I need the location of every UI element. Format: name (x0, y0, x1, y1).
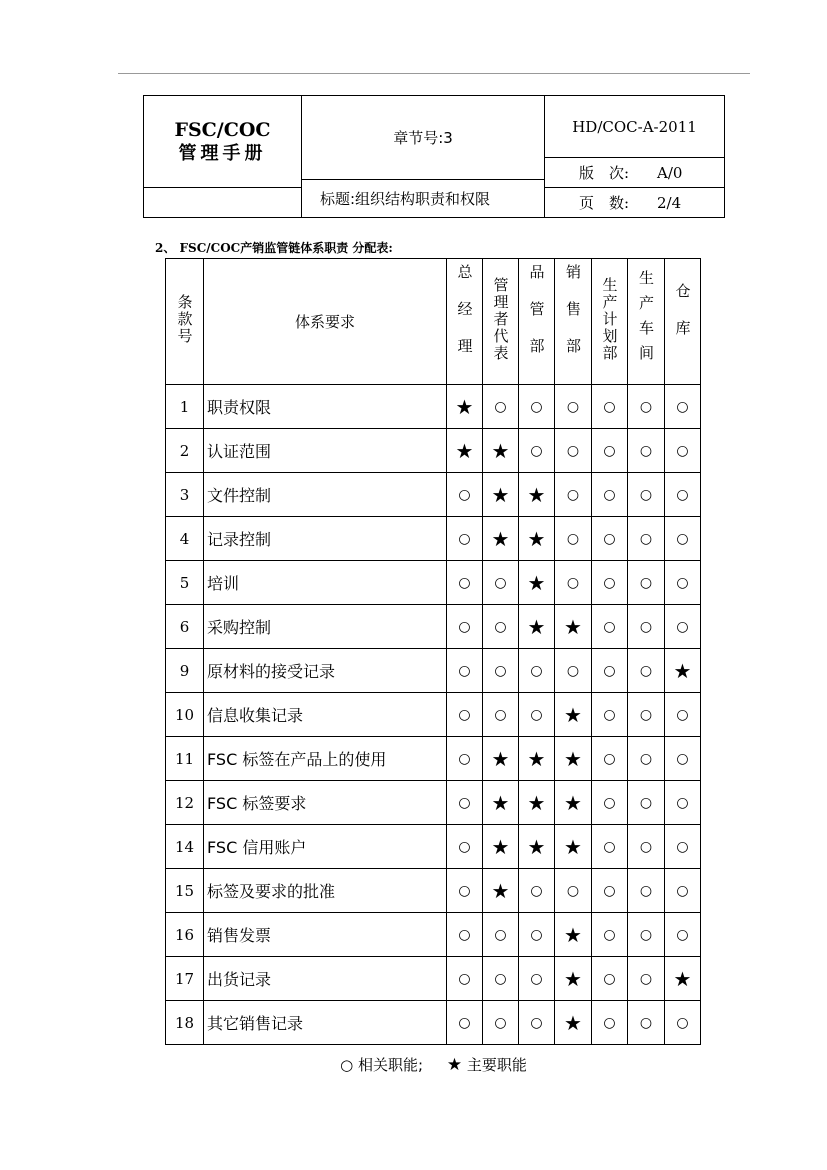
department-header (555, 259, 592, 385)
related-responsibility-mark: ○ (628, 825, 665, 869)
main-responsibility-mark: ★ (555, 913, 592, 957)
related-symbol: ○ (340, 1056, 354, 1074)
table-row (166, 429, 701, 473)
related-responsibility-mark: ○ (628, 429, 665, 473)
related-responsibility-mark: ○ (447, 473, 483, 517)
main-responsibility-mark: ★ (483, 429, 519, 473)
requirement-name: 销售发票 (204, 913, 447, 957)
requirement-name: FSC 标签在产品上的使用 (204, 737, 447, 781)
department-name: 销售部 (564, 264, 582, 375)
table-row (166, 693, 701, 737)
legend (0, 1054, 827, 1075)
table-row (166, 957, 701, 1001)
main-responsibility-mark: ★ (519, 473, 555, 517)
clause-number: 3 (166, 473, 204, 517)
department-header (592, 259, 628, 385)
clause-number: 14 (166, 825, 204, 869)
related-responsibility-mark: ○ (519, 913, 555, 957)
page-count-label: 页 数: (579, 194, 630, 212)
related-responsibility-mark: ○ (665, 429, 701, 473)
main-responsibility-mark: ★ (483, 825, 519, 869)
clause-number: 1 (166, 385, 204, 429)
related-responsibility-mark: ○ (628, 869, 665, 913)
related-responsibility-mark: ○ (447, 561, 483, 605)
related-responsibility-mark: ○ (592, 825, 628, 869)
clause-number: 2 (166, 429, 204, 473)
main-responsibility-mark: ★ (519, 737, 555, 781)
department-name: 仓库 (673, 282, 692, 357)
header-rule (118, 73, 750, 74)
related-responsibility-mark: ○ (592, 429, 628, 473)
version-value: A/0 (657, 164, 683, 182)
related-responsibility-mark: ○ (555, 473, 592, 517)
related-responsibility-mark: ○ (628, 737, 665, 781)
related-responsibility-mark: ○ (592, 869, 628, 913)
main-responsibility-mark: ★ (555, 1001, 592, 1045)
department-name: 生产计划部 (600, 277, 619, 362)
related-responsibility-mark: ○ (665, 605, 701, 649)
clause-number: 4 (166, 517, 204, 561)
main-responsibility-mark: ★ (665, 957, 701, 1001)
related-responsibility-mark: ○ (665, 561, 701, 605)
matrix-body (166, 385, 701, 1045)
related-responsibility-mark: ○ (519, 429, 555, 473)
related-responsibility-mark: ○ (665, 781, 701, 825)
version-label: 版 次: (579, 164, 630, 182)
requirement-name: 信息收集记录 (204, 693, 447, 737)
main-responsibility-mark: ★ (555, 957, 592, 1001)
related-responsibility-mark: ○ (592, 693, 628, 737)
main-responsibility-mark: ★ (483, 517, 519, 561)
related-responsibility-mark: ○ (483, 649, 519, 693)
main-responsibility-mark: ★ (555, 781, 592, 825)
clause-number: 12 (166, 781, 204, 825)
table-row (166, 649, 701, 693)
main-responsibility-mark: ★ (519, 605, 555, 649)
related-responsibility-mark: ○ (665, 1001, 701, 1045)
table-row (166, 561, 701, 605)
requirement-name: 文件控制 (204, 473, 447, 517)
requirement-name: 采购控制 (204, 605, 447, 649)
version-cell (545, 158, 725, 188)
main-responsibility-mark: ★ (555, 737, 592, 781)
related-responsibility-mark: ○ (628, 561, 665, 605)
table-row (166, 913, 701, 957)
related-responsibility-mark: ○ (628, 693, 665, 737)
department-name: 总经理 (455, 264, 474, 375)
table-row (166, 605, 701, 649)
related-responsibility-mark: ○ (555, 869, 592, 913)
related-responsibility-mark: ○ (555, 429, 592, 473)
main-responsibility-mark: ★ (483, 781, 519, 825)
related-responsibility-mark: ○ (447, 825, 483, 869)
brand-block (144, 96, 302, 188)
related-responsibility-mark: ○ (665, 825, 701, 869)
clause-number: 17 (166, 957, 204, 1001)
table-row (166, 473, 701, 517)
table-row (166, 781, 701, 825)
related-responsibility-mark: ○ (665, 517, 701, 561)
clause-number: 6 (166, 605, 204, 649)
main-responsibility-mark: ★ (519, 517, 555, 561)
requirement-name: FSC 信用账户 (204, 825, 447, 869)
matrix-header-row (166, 259, 701, 385)
related-responsibility-mark: ○ (483, 1001, 519, 1045)
related-responsibility-mark: ○ (519, 649, 555, 693)
main-label: 主要职能 (466, 1056, 527, 1074)
clause-number: 9 (166, 649, 204, 693)
related-responsibility-mark: ○ (447, 649, 483, 693)
clause-column-header: 条款号 (166, 259, 204, 385)
related-responsibility-mark: ○ (447, 1001, 483, 1045)
related-responsibility-mark: ○ (483, 913, 519, 957)
document-header (143, 95, 725, 218)
related-responsibility-mark: ○ (555, 517, 592, 561)
requirement-name: 职责权限 (204, 385, 447, 429)
requirement-name: 认证范围 (204, 429, 447, 473)
page-count-value: 2/4 (657, 194, 682, 212)
department-header (665, 259, 701, 385)
chapter-number: 章节号:3 (302, 96, 545, 180)
requirement-column-header: 体系要求 (204, 259, 447, 385)
related-responsibility-mark: ○ (628, 913, 665, 957)
related-responsibility-mark: ○ (665, 869, 701, 913)
main-responsibility-mark: ★ (555, 693, 592, 737)
related-responsibility-mark: ○ (519, 693, 555, 737)
requirement-name: 记录控制 (204, 517, 447, 561)
related-responsibility-mark: ○ (483, 385, 519, 429)
main-responsibility-mark: ★ (483, 473, 519, 517)
clause-number: 18 (166, 1001, 204, 1045)
related-responsibility-mark: ○ (447, 517, 483, 561)
related-responsibility-mark: ○ (447, 781, 483, 825)
brand-title: FSC/COC (174, 118, 271, 141)
main-responsibility-mark: ★ (483, 869, 519, 913)
related-responsibility-mark: ○ (447, 913, 483, 957)
related-responsibility-mark: ○ (519, 385, 555, 429)
related-responsibility-mark: ○ (592, 649, 628, 693)
related-responsibility-mark: ○ (628, 649, 665, 693)
related-responsibility-mark: ○ (628, 1001, 665, 1045)
related-responsibility-mark: ○ (592, 605, 628, 649)
related-responsibility-mark: ○ (592, 473, 628, 517)
related-responsibility-mark: ○ (628, 473, 665, 517)
related-responsibility-mark: ○ (555, 385, 592, 429)
related-responsibility-mark: ○ (519, 1001, 555, 1045)
related-responsibility-mark: ○ (447, 869, 483, 913)
related-responsibility-mark: ○ (555, 649, 592, 693)
related-responsibility-mark: ○ (447, 693, 483, 737)
main-responsibility-mark: ★ (483, 737, 519, 781)
department-name: 生产车间 (637, 269, 655, 370)
related-responsibility-mark: ○ (592, 385, 628, 429)
related-responsibility-mark: ○ (592, 781, 628, 825)
requirement-name: 原材料的接受记录 (204, 649, 447, 693)
requirement-name: 出货记录 (204, 957, 447, 1001)
department-header (447, 259, 483, 385)
requirement-name: 其它销售记录 (204, 1001, 447, 1045)
related-label: 相关职能; (357, 1056, 424, 1074)
clause-number: 5 (166, 561, 204, 605)
clause-number: 10 (166, 693, 204, 737)
related-responsibility-mark: ○ (592, 913, 628, 957)
main-responsibility-mark: ★ (519, 561, 555, 605)
main-responsibility-mark: ★ (447, 429, 483, 473)
related-responsibility-mark: ○ (483, 693, 519, 737)
clause-number: 16 (166, 913, 204, 957)
document-code: HD/COC-A-2011 (545, 96, 725, 158)
page-count-cell (545, 188, 725, 218)
main-symbol: ★ (446, 1055, 463, 1075)
requirement-name: 培训 (204, 561, 447, 605)
table-row (166, 517, 701, 561)
main-responsibility-mark: ★ (555, 825, 592, 869)
table-row (166, 385, 701, 429)
requirement-name: 标签及要求的批准 (204, 869, 447, 913)
related-responsibility-mark: ○ (665, 737, 701, 781)
related-responsibility-mark: ○ (447, 957, 483, 1001)
related-responsibility-mark: ○ (483, 605, 519, 649)
related-responsibility-mark: ○ (628, 385, 665, 429)
main-responsibility-mark: ★ (555, 605, 592, 649)
main-responsibility-mark: ★ (519, 825, 555, 869)
related-responsibility-mark: ○ (447, 605, 483, 649)
related-responsibility-mark: ○ (592, 737, 628, 781)
related-responsibility-mark: ○ (665, 913, 701, 957)
related-responsibility-mark: ○ (592, 957, 628, 1001)
main-responsibility-mark: ★ (447, 385, 483, 429)
related-responsibility-mark: ○ (665, 385, 701, 429)
related-responsibility-mark: ○ (519, 869, 555, 913)
responsibility-matrix (165, 258, 701, 1045)
related-responsibility-mark: ○ (628, 781, 665, 825)
table-row (166, 1001, 701, 1045)
related-responsibility-mark: ○ (628, 517, 665, 561)
department-name: 管理者代表 (491, 277, 510, 362)
related-responsibility-mark: ○ (483, 957, 519, 1001)
related-responsibility-mark: ○ (592, 1001, 628, 1045)
brand-subtitle: 管理手册 (178, 142, 267, 164)
related-responsibility-mark: ○ (665, 693, 701, 737)
related-responsibility-mark: ○ (665, 473, 701, 517)
department-header (628, 259, 665, 385)
related-responsibility-mark: ○ (483, 561, 519, 605)
document-title: 标题:组织结构职责和权限 (302, 180, 545, 218)
table-row (166, 825, 701, 869)
clause-number: 15 (166, 869, 204, 913)
main-responsibility-mark: ★ (519, 781, 555, 825)
table-row (166, 869, 701, 913)
department-header (483, 259, 519, 385)
requirement-name: FSC 标签要求 (204, 781, 447, 825)
department-header (519, 259, 555, 385)
department-name: 品管部 (527, 264, 546, 375)
related-responsibility-mark: ○ (628, 957, 665, 1001)
clause-number: 11 (166, 737, 204, 781)
related-responsibility-mark: ○ (519, 957, 555, 1001)
related-responsibility-mark: ○ (592, 517, 628, 561)
related-responsibility-mark: ○ (555, 561, 592, 605)
related-responsibility-mark: ○ (592, 561, 628, 605)
related-responsibility-mark: ○ (447, 737, 483, 781)
table-row (166, 737, 701, 781)
section-caption: 2、 FSC/COC产销监管链体系职责 分配表: (155, 241, 393, 255)
main-responsibility-mark: ★ (665, 649, 701, 693)
related-responsibility-mark: ○ (628, 605, 665, 649)
